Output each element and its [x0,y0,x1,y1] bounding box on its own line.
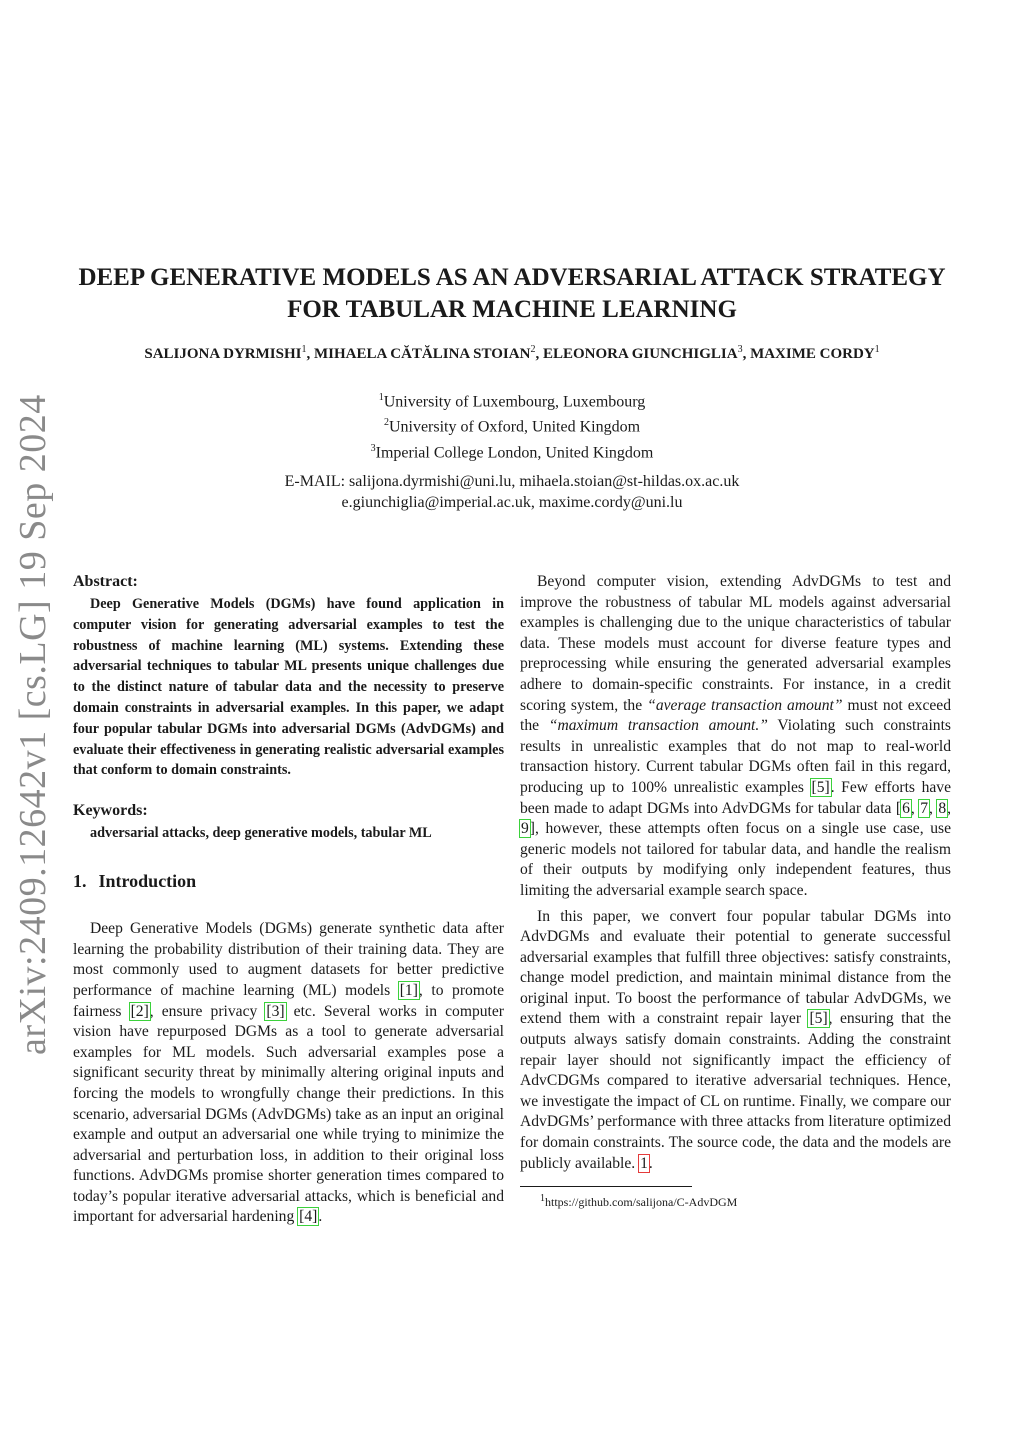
section-heading-introduction [73,870,504,892]
citation-link[interactable]: [3] [266,1002,285,1020]
author-affiliation-mark: 3 [737,344,743,355]
footnote-reference-link[interactable]: 1 [640,1154,648,1172]
citation-link[interactable]: [5] [809,1010,828,1028]
section-number: 1. [73,871,87,892]
citation-link[interactable]: 7 [920,799,928,817]
keywords-heading: Keywords: [73,802,148,820]
citation-link[interactable]: [1] [399,981,418,999]
footnote-divider [520,1186,692,1187]
citation-link[interactable]: [2] [130,1002,149,1020]
affiliation-line: $^1$University of Luxembourg, Luxembourg [378,392,646,411]
email-line-2: e.giunchiglia@imperial.ac.uk, maxime.cordy@uni.lu [341,494,683,511]
author-list: SALIJONA DYRMISHI$^1$, MIHAELA CĂTĂLINA STOIAN$^2$, ELEONORA GIUNCHIGLIA$^3$, MAXIME CORDY$^1$ [144,344,880,362]
paper-title [60,262,964,326]
author-name: MIHAELA CĂTĂLINA STOIAN [313,346,531,362]
author-name: MAXIME CORDY [750,346,875,362]
email-block [60,471,964,513]
author-affiliation-mark: 1 [301,344,307,355]
author-affiliation-mark: 2 [530,344,536,355]
footnote-mark: 1 [540,1193,545,1205]
citation-link[interactable]: 8 [938,799,947,817]
section-title: Introduction [98,871,197,892]
author-name: SALIJONA DYRMISHI [144,346,302,362]
title-line-2: FOR TABULAR MACHINE LEARNING [287,296,737,323]
intro-paragraph-1: Deep Generative Models (DGMs) generate synthetic data after learning the probability distribution of their training data. They are most commonly used to augment datasets for better predictive performance of machine learning (ML) models [1], to promote fairness [2], ensure privacy [3] etc. Several works in computer vision have repurposed DGMs as a tool to generate adversarial examples for ML models. Such adversarial examples pose a significant security threat by minimally altering original inputs and forcing the models to wrongfully change their predictions. In this scenario, adversarial DGMs (AdvDGMs) take as an input an original example and output an adversarial one while trying to minimize the adversarial and perturbation loss, in addition to their original loss functions. AdvDGMs promise shorter generation times compared to today’s popular iterative adversarial attacks, which is beneficial and important for adversarial hardening [4]. [73,920,504,1226]
intro-paragraph-2: Beyond computer vision, extending AdvDGMs to test and improve the robustness of tabular ML models against adversarial examples is challenging due to the unique characteristics of tabular data. These models must account for diverse feature types and preprocessing while ensuring the generated adversarial examples adhere to domain-specific constraints. For instance, in a credit scoring system, the “average transaction amount” must not exceed the “maximum transaction amount.” Violating such constraints results in unrealistic examples that do not map to real-world transaction history. Current tabular DGMs often fail in this regard, producing up to 100% unrealistic examples [5]. Few efforts have been made to adapt DGMs into AdvDGMs for tabular data [6, 7, 8, 9], however, these attempts often focus on a single use case, use generic models not tailored for tabular data, and handle the realism of their outputs by modifying only independent features, thus limiting the adversarial example search space. [520,573,952,899]
arxiv-identifier: arXiv:2409.12642v1 [cs.LG] 19 Sep 2024 [12,394,54,1055]
citation-link[interactable]: 9 [521,820,529,838]
abstract-text: Deep Generative Models (DGMs) have found application in computer vision for generating adversarial examples to test the robustness of machine learning (ML) systems. Extending these adversarial techniques to tabular ML presents unique challenges due to the distinct nature of tabular data and the necessity to preserve domain constraints in adversarial examples. In this paper, we adapt four popular tabular DGMs into adversarial DGMs (AdvDGMs) and evaluate their effectiveness in generating realistic adversarial examples that conform to domain constraints. [73,596,504,779]
title-line-1: DEEP GENERATIVE MODELS AS AN ADVERSARIAL ATTACK STRATEGY [78,264,946,291]
abstract-heading: Abstract: [73,573,138,590]
affiliations [60,387,964,463]
citation-link[interactable]: 6 [902,799,910,817]
right-column [520,572,951,1210]
citation-link[interactable]: [5] [811,778,830,796]
keywords-text: adversarial attacks, deep generative models, tabular ML [90,825,432,842]
email-line-1: E-MAIL: salijona.dyrmishi@uni.lu, mihaela.stoian@st-hildas.ox.ac.uk [284,473,740,490]
left-column [73,572,504,1228]
citation-link[interactable]: [4] [299,1208,318,1226]
affiliation-line: $^2$University of Oxford, United Kingdom [383,417,641,436]
footnote-url[interactable]: https://github.com/salijona/C-AdvDGM [545,1195,738,1210]
footnote [520,1193,951,1210]
affiliation-line: $^3$Imperial College London, United Kingdom [370,442,654,461]
intro-paragraph-3: In this paper, we convert four popular tabular DGMs into AdvDGMs and evaluate their potential to generate successful adversarial examples that fulfill three objectives: satisfy constraints, change model prediction, and maintain minimal distance from the original input. To boost the performance of tabular AdvDGMs, we extend them with a constraint repair layer [5], ensuring that the outputs always satisfy domain constraints. Adding the constraint repair layer should not significantly impact the efficiency of AdvCDGMs compared to iterative adversarial techniques. Hence, we investigate the impact of CL on runtime. Finally, we compare our AdvDGMs’ performance with three attacks from literature optimized for domain constraints. The source code, the data and the models are publicly available. 1. [520,907,951,1172]
author-affiliation-mark: 1 [874,344,880,355]
author-name: ELEONORA GIUNCHIGLIA [542,346,738,362]
